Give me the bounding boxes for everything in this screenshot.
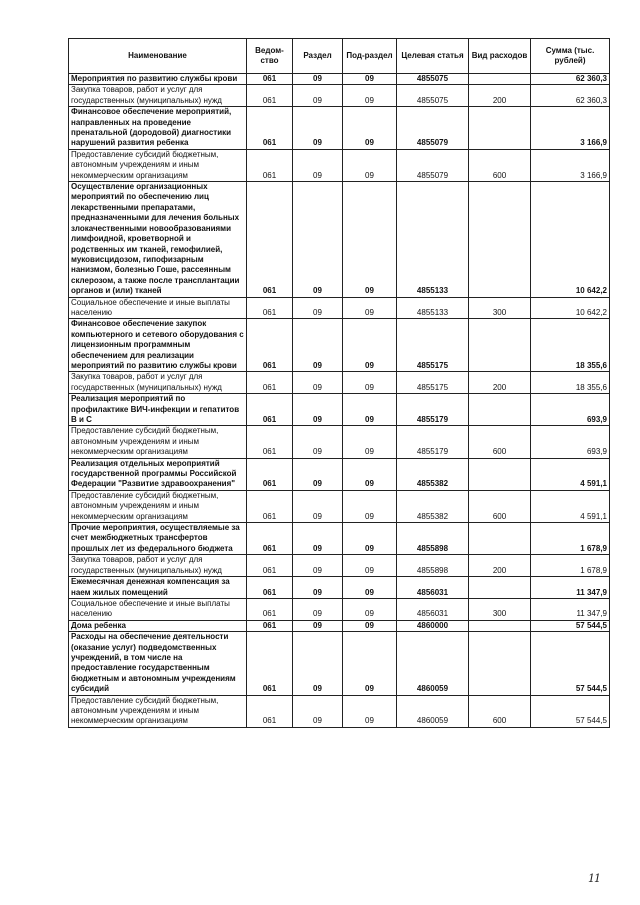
cell-ved: 061 [247, 394, 293, 426]
cell-pod: 09 [343, 458, 397, 490]
table-row [69, 319, 610, 372]
cell-vid [469, 107, 531, 150]
cell-ved: 061 [247, 319, 293, 372]
cell-ved: 061 [247, 85, 293, 107]
cell-vid [469, 632, 531, 695]
table-row [69, 490, 610, 522]
cell-cel: 4855382 [397, 490, 469, 522]
cell-pod: 09 [343, 632, 397, 695]
cell-razdel: 09 [293, 577, 343, 599]
cell-razdel: 09 [293, 632, 343, 695]
header-cel: Целевая статья [397, 39, 469, 74]
cell-name: Предоставление субсидий бюджетным, автономным учреждениям и иным некоммерческим организациям [69, 149, 247, 181]
cell-sum: 693,9 [531, 394, 610, 426]
cell-name: Предоставление субсидий бюджетным, автономным учреждениям и иным некоммерческим организациям [69, 695, 247, 727]
cell-razdel: 09 [293, 458, 343, 490]
cell-sum: 18 355,6 [531, 372, 610, 394]
table-row [69, 577, 610, 599]
cell-cel: 4855075 [397, 74, 469, 85]
table-row [69, 107, 610, 150]
table-row [69, 620, 610, 631]
cell-pod: 09 [343, 695, 397, 727]
cell-name: Мероприятия по развитию службы крови [69, 74, 247, 85]
table-row [69, 85, 610, 107]
cell-cel: 4855382 [397, 458, 469, 490]
table-row [69, 372, 610, 394]
cell-ved: 061 [247, 577, 293, 599]
budget-table [68, 38, 610, 728]
table-row [69, 426, 610, 458]
cell-cel: 4856031 [397, 577, 469, 599]
header-vid: Вид расходов [469, 39, 531, 74]
header-podrazdel: Под-раздел [343, 39, 397, 74]
cell-pod: 09 [343, 107, 397, 150]
header-ved: Ведом-ство [247, 39, 293, 74]
cell-razdel: 09 [293, 523, 343, 555]
table-row [69, 394, 610, 426]
cell-ved: 061 [247, 695, 293, 727]
cell-ved: 061 [247, 555, 293, 577]
cell-ved: 061 [247, 632, 293, 695]
cell-vid [469, 74, 531, 85]
cell-razdel: 09 [293, 107, 343, 150]
table-row [69, 632, 610, 695]
cell-cel: 4860059 [397, 632, 469, 695]
cell-vid: 200 [469, 372, 531, 394]
cell-cel: 4860000 [397, 620, 469, 631]
cell-sum: 57 544,5 [531, 620, 610, 631]
cell-vid [469, 458, 531, 490]
cell-name: Закупка товаров, работ и услуг для государственных (муниципальных) нужд [69, 372, 247, 394]
cell-razdel: 09 [293, 394, 343, 426]
cell-razdel: 09 [293, 620, 343, 631]
cell-vid: 200 [469, 85, 531, 107]
table-row [69, 523, 610, 555]
cell-sum: 4 591,1 [531, 458, 610, 490]
cell-sum: 1 678,9 [531, 523, 610, 555]
cell-cel: 4855079 [397, 107, 469, 150]
table-row [69, 458, 610, 490]
cell-cel: 4855179 [397, 394, 469, 426]
cell-sum: 3 166,9 [531, 149, 610, 181]
cell-vid: 600 [469, 426, 531, 458]
cell-vid [469, 523, 531, 555]
cell-sum: 57 544,5 [531, 632, 610, 695]
cell-pod: 09 [343, 85, 397, 107]
table-row [69, 297, 610, 319]
cell-vid [469, 394, 531, 426]
cell-ved: 061 [247, 620, 293, 631]
cell-ved: 061 [247, 107, 293, 150]
cell-pod: 09 [343, 297, 397, 319]
cell-cel: 4855898 [397, 523, 469, 555]
cell-ved: 061 [247, 149, 293, 181]
cell-sum: 57 544,5 [531, 695, 610, 727]
cell-name: Дома ребенка [69, 620, 247, 631]
cell-name: Предоставление субсидий бюджетным, автономным учреждениям и иным некоммерческим организациям [69, 426, 247, 458]
cell-cel: 4856031 [397, 598, 469, 620]
cell-sum: 4 591,1 [531, 490, 610, 522]
cell-razdel: 09 [293, 426, 343, 458]
cell-sum: 693,9 [531, 426, 610, 458]
cell-name: Закупка товаров, работ и услуг для государственных (муниципальных) нужд [69, 85, 247, 107]
cell-razdel: 09 [293, 149, 343, 181]
cell-razdel: 09 [293, 85, 343, 107]
cell-ved: 061 [247, 458, 293, 490]
cell-name: Расходы на обеспечение деятельности (оказание услуг) подведомственных учреждений, в том числе на предоставление государственным бюджетным и автономным учреждениям субсидий [69, 632, 247, 695]
cell-sum: 11 347,9 [531, 598, 610, 620]
cell-pod: 09 [343, 620, 397, 631]
table-row [69, 695, 610, 727]
cell-name: Социальное обеспечение и иные выплаты населению [69, 598, 247, 620]
cell-sum: 3 166,9 [531, 107, 610, 150]
cell-vid: 300 [469, 598, 531, 620]
cell-pod: 09 [343, 426, 397, 458]
table-row [69, 182, 610, 297]
cell-cel: 4855175 [397, 372, 469, 394]
cell-vid: 300 [469, 297, 531, 319]
cell-name: Прочие мероприятия, осуществляемые за счет межбюджетных трансфертов прошлых лет из федерального бюджета [69, 523, 247, 555]
cell-pod: 09 [343, 577, 397, 599]
cell-vid: 200 [469, 555, 531, 577]
cell-razdel: 09 [293, 372, 343, 394]
cell-razdel: 09 [293, 182, 343, 297]
cell-ved: 061 [247, 182, 293, 297]
cell-sum: 18 355,6 [531, 319, 610, 372]
cell-name: Предоставление субсидий бюджетным, автономным учреждениям и иным некоммерческим организациям [69, 490, 247, 522]
cell-name: Социальное обеспечение и иные выплаты населению [69, 297, 247, 319]
cell-name: Осуществление организационных мероприятий по обеспечению лиц лекарственными препаратами, предназначенными для лечения больных злокачественными новообразованиями лимфоидной, кроветворной и родственных им тканей, гемофилией, муковисцидозом, гипофизарным нанизмом, болезнью Гоше, рассеянным склерозом, а также после трансплантации органов и (или) тканей [69, 182, 247, 297]
table-row [69, 555, 610, 577]
cell-pod: 09 [343, 523, 397, 555]
cell-vid: 600 [469, 149, 531, 181]
cell-vid [469, 182, 531, 297]
cell-ved: 061 [247, 74, 293, 85]
cell-cel: 4855079 [397, 149, 469, 181]
cell-vid [469, 577, 531, 599]
cell-cel: 4855133 [397, 297, 469, 319]
table-row [69, 598, 610, 620]
cell-pod: 09 [343, 490, 397, 522]
cell-ved: 061 [247, 490, 293, 522]
cell-cel: 4855179 [397, 426, 469, 458]
cell-cel: 4855075 [397, 85, 469, 107]
cell-name: Ежемесячная денежная компенсация за наем жилых помещений [69, 577, 247, 599]
cell-sum: 62 360,3 [531, 85, 610, 107]
cell-sum: 11 347,9 [531, 577, 610, 599]
table-header-row [69, 39, 610, 74]
cell-name: Реализация отдельных мероприятий государственной программы Российской Федерации "Развитие здравоохранения" [69, 458, 247, 490]
cell-pod: 09 [343, 555, 397, 577]
cell-sum: 10 642,2 [531, 182, 610, 297]
cell-razdel: 09 [293, 695, 343, 727]
cell-name: Финансовое обеспечение закупок компьютерного и сетевого оборудования с лицензионным программным обеспечением для реализации мероприятий по развитию службы крови [69, 319, 247, 372]
cell-pod: 09 [343, 394, 397, 426]
cell-razdel: 09 [293, 598, 343, 620]
cell-vid: 600 [469, 695, 531, 727]
cell-ved: 061 [247, 372, 293, 394]
cell-vid [469, 620, 531, 631]
page-number: 11 [588, 872, 600, 885]
cell-razdel: 09 [293, 297, 343, 319]
cell-pod: 09 [343, 182, 397, 297]
cell-razdel: 09 [293, 490, 343, 522]
header-summa: Сумма (тыс. рублей) [531, 39, 610, 74]
table-row [69, 74, 610, 85]
cell-cel: 4855133 [397, 182, 469, 297]
cell-name: Реализация мероприятий по профилактике ВИЧ-инфекции и гепатитов В и С [69, 394, 247, 426]
cell-ved: 061 [247, 523, 293, 555]
cell-sum: 1 678,9 [531, 555, 610, 577]
cell-ved: 061 [247, 297, 293, 319]
cell-pod: 09 [343, 74, 397, 85]
header-name: Наименование [69, 39, 247, 74]
cell-name: Финансовое обеспечение мероприятий, направленных на проведение пренатальной (дородовой) диагностики нарушений развития ребенка [69, 107, 247, 150]
cell-razdel: 09 [293, 74, 343, 85]
cell-pod: 09 [343, 372, 397, 394]
cell-ved: 061 [247, 598, 293, 620]
cell-razdel: 09 [293, 555, 343, 577]
cell-cel: 4855898 [397, 555, 469, 577]
cell-name: Закупка товаров, работ и услуг для государственных (муниципальных) нужд [69, 555, 247, 577]
cell-cel: 4860059 [397, 695, 469, 727]
cell-razdel: 09 [293, 319, 343, 372]
cell-pod: 09 [343, 598, 397, 620]
cell-pod: 09 [343, 149, 397, 181]
cell-vid [469, 319, 531, 372]
header-razdel: Раздел [293, 39, 343, 74]
cell-vid: 600 [469, 490, 531, 522]
cell-ved: 061 [247, 426, 293, 458]
cell-sum: 10 642,2 [531, 297, 610, 319]
cell-pod: 09 [343, 319, 397, 372]
table-row [69, 149, 610, 181]
cell-cel: 4855175 [397, 319, 469, 372]
cell-sum: 62 360,3 [531, 74, 610, 85]
